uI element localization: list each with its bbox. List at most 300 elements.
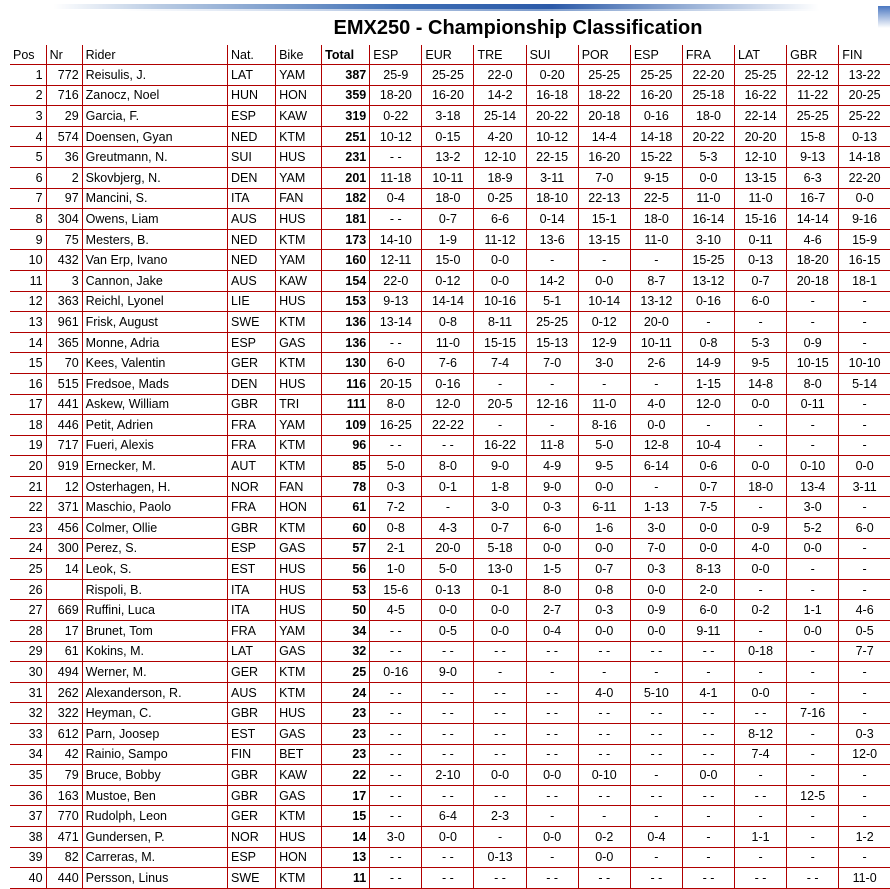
race-result-cell: 0-20 <box>526 65 578 86</box>
column-header: Rider <box>82 45 227 65</box>
race-result-cell: - - <box>682 724 734 745</box>
race-result-cell: 8-12 <box>735 724 787 745</box>
race-result-cell: 0-16 <box>682 291 734 312</box>
number-cell: 446 <box>46 415 82 436</box>
race-result-cell: 3-0 <box>787 497 839 518</box>
race-result-cell: - <box>630 250 682 271</box>
bike-cell: KTM <box>276 662 322 683</box>
race-result-cell: - <box>474 662 526 683</box>
bike-cell: KTM <box>276 806 322 827</box>
rider-cell: Mustoe, Ben <box>82 785 227 806</box>
race-result-cell: 0-3 <box>578 600 630 621</box>
rider-cell: Osterhagen, H. <box>82 476 227 497</box>
rider-cell: Alexanderson, R. <box>82 682 227 703</box>
total-points-cell: 60 <box>322 518 370 539</box>
table-row <box>10 703 890 724</box>
race-result-cell: 0-9 <box>787 332 839 353</box>
number-cell: 97 <box>46 188 82 209</box>
number-cell: 456 <box>46 518 82 539</box>
rider-cell: Mancini, S. <box>82 188 227 209</box>
race-result-cell: - <box>839 703 890 724</box>
rider-cell: Garcia, F. <box>82 106 227 127</box>
race-result-cell: - - <box>370 785 422 806</box>
race-result-cell: 0-12 <box>422 270 474 291</box>
total-points-cell: 34 <box>322 621 370 642</box>
table-row <box>10 847 890 868</box>
race-result-cell: 8-7 <box>630 270 682 291</box>
race-result-cell: - - <box>682 703 734 724</box>
race-result-cell: - - <box>370 641 422 662</box>
nationality-cell: LAT <box>227 65 275 86</box>
race-result-cell: 2-0 <box>682 579 734 600</box>
table-row <box>10 806 890 827</box>
rider-cell: Owens, Liam <box>82 209 227 230</box>
race-result-cell: 5-3 <box>735 332 787 353</box>
race-result-cell: 4-0 <box>735 538 787 559</box>
number-cell: 82 <box>46 847 82 868</box>
column-header: POR <box>578 45 630 65</box>
table-row <box>10 250 890 271</box>
race-result-cell: - - <box>630 868 682 889</box>
race-result-cell: 0-4 <box>370 188 422 209</box>
race-result-cell: - - <box>370 621 422 642</box>
rider-cell: Fredsoe, Mads <box>82 373 227 394</box>
race-result-cell: 12-0 <box>839 744 890 765</box>
race-result-cell: 7-0 <box>578 167 630 188</box>
rider-cell: Kees, Valentin <box>82 353 227 374</box>
position-cell: 19 <box>10 435 46 456</box>
race-result-cell: 25-25 <box>630 65 682 86</box>
nationality-cell: EST <box>227 724 275 745</box>
position-cell: 4 <box>10 126 46 147</box>
rider-cell: Zanocz, Noel <box>82 85 227 106</box>
race-result-cell: - - <box>474 724 526 745</box>
table-row <box>10 415 890 436</box>
race-result-cell: - - <box>787 868 839 889</box>
race-result-cell: 8-11 <box>474 312 526 333</box>
number-cell: 770 <box>46 806 82 827</box>
position-cell: 26 <box>10 579 46 600</box>
race-result-cell: 7-6 <box>422 353 474 374</box>
race-result-cell: 18-1 <box>839 270 890 291</box>
race-result-cell: 0-0 <box>630 415 682 436</box>
position-cell: 22 <box>10 497 46 518</box>
nationality-cell: NED <box>227 126 275 147</box>
race-result-cell: - <box>839 765 890 786</box>
race-result-cell: - - <box>370 744 422 765</box>
race-result-cell: 0-0 <box>787 538 839 559</box>
position-cell: 16 <box>10 373 46 394</box>
table-row <box>10 312 890 333</box>
race-result-cell: 0-15 <box>422 126 474 147</box>
number-cell: 163 <box>46 785 82 806</box>
number-cell <box>46 579 82 600</box>
number-cell: 494 <box>46 662 82 683</box>
race-result-cell: 2-7 <box>526 600 578 621</box>
race-result-cell: 5-0 <box>370 456 422 477</box>
race-result-cell: - <box>839 332 890 353</box>
race-result-cell: 16-18 <box>526 85 578 106</box>
position-cell: 27 <box>10 600 46 621</box>
rider-cell: Carreras, M. <box>82 847 227 868</box>
rider-cell: Reisulis, J. <box>82 65 227 86</box>
race-result-cell: - - <box>370 435 422 456</box>
table-row <box>10 85 890 106</box>
bike-cell: YAM <box>276 415 322 436</box>
nationality-cell: LAT <box>227 641 275 662</box>
race-result-cell: - <box>839 662 890 683</box>
position-cell: 21 <box>10 476 46 497</box>
race-result-cell: - <box>735 847 787 868</box>
race-result-cell: - <box>787 291 839 312</box>
total-points-cell: 25 <box>322 662 370 683</box>
race-result-cell: 6-0 <box>735 291 787 312</box>
total-points-cell: 23 <box>322 703 370 724</box>
race-result-cell: 16-22 <box>474 435 526 456</box>
race-result-cell: - <box>578 662 630 683</box>
race-result-cell: 0-16 <box>630 106 682 127</box>
race-result-cell: - - <box>578 641 630 662</box>
race-result-cell: - - <box>526 868 578 889</box>
race-result-cell: 0-0 <box>474 270 526 291</box>
race-result-cell: 0-0 <box>630 579 682 600</box>
bike-cell: HUS <box>276 147 322 168</box>
race-result-cell: - - <box>474 868 526 889</box>
race-result-cell: - <box>839 806 890 827</box>
race-result-cell: 5-0 <box>578 435 630 456</box>
total-points-cell: 15 <box>322 806 370 827</box>
rider-cell: Van Erp, Ivano <box>82 250 227 271</box>
table-row <box>10 209 890 230</box>
table-row <box>10 662 890 683</box>
race-result-cell: - - <box>630 785 682 806</box>
column-header: FIN <box>839 45 890 65</box>
number-cell: 12 <box>46 476 82 497</box>
position-cell: 7 <box>10 188 46 209</box>
total-points-cell: 24 <box>322 682 370 703</box>
table-row <box>10 724 890 745</box>
total-points-cell: 53 <box>322 579 370 600</box>
nationality-cell: NOR <box>227 826 275 847</box>
total-points-cell: 130 <box>322 353 370 374</box>
race-result-cell: - <box>787 765 839 786</box>
race-result-cell: - <box>682 662 734 683</box>
number-cell: 432 <box>46 250 82 271</box>
number-cell: 441 <box>46 394 82 415</box>
race-result-cell: - <box>422 497 474 518</box>
table-row <box>10 785 890 806</box>
bike-cell: HON <box>276 497 322 518</box>
bike-cell: GAS <box>276 332 322 353</box>
race-result-cell: - <box>839 435 890 456</box>
race-result-cell: 0-2 <box>735 600 787 621</box>
race-result-cell: 0-16 <box>422 373 474 394</box>
nationality-cell: HUN <box>227 85 275 106</box>
race-result-cell: - <box>474 373 526 394</box>
bike-cell: HUS <box>276 826 322 847</box>
number-cell: 2 <box>46 167 82 188</box>
race-result-cell: 1-1 <box>735 826 787 847</box>
race-result-cell: 20-0 <box>422 538 474 559</box>
race-result-cell: - - <box>578 785 630 806</box>
race-result-cell: - <box>839 785 890 806</box>
race-result-cell: 0-0 <box>682 765 734 786</box>
race-result-cell: 0-0 <box>578 538 630 559</box>
bike-cell: KAW <box>276 106 322 127</box>
bike-cell: BET <box>276 744 322 765</box>
race-result-cell: 25-9 <box>370 65 422 86</box>
nationality-cell: GBR <box>227 394 275 415</box>
race-result-cell: - <box>735 579 787 600</box>
race-result-cell: 3-10 <box>682 229 734 250</box>
table-row <box>10 65 890 86</box>
bike-cell: HUS <box>276 209 322 230</box>
race-result-cell: 0-3 <box>370 476 422 497</box>
race-result-cell: 0-0 <box>735 394 787 415</box>
race-result-cell: 4-6 <box>787 229 839 250</box>
nationality-cell: GBR <box>227 765 275 786</box>
position-cell: 13 <box>10 312 46 333</box>
rider-cell: Monne, Adria <box>82 332 227 353</box>
nationality-cell: GBR <box>227 703 275 724</box>
race-result-cell: 9-0 <box>422 662 474 683</box>
race-result-cell: 0-14 <box>526 209 578 230</box>
position-cell: 3 <box>10 106 46 127</box>
race-result-cell: 0-5 <box>839 621 890 642</box>
rider-cell: Ernecker, M. <box>82 456 227 477</box>
race-result-cell: 3-18 <box>422 106 474 127</box>
nationality-cell: ESP <box>227 332 275 353</box>
race-result-cell: - - <box>526 682 578 703</box>
total-points-cell: 136 <box>322 332 370 353</box>
number-cell: 716 <box>46 85 82 106</box>
bike-cell: HON <box>276 847 322 868</box>
race-result-cell: - - <box>422 868 474 889</box>
race-result-cell: 0-0 <box>578 847 630 868</box>
position-cell: 31 <box>10 682 46 703</box>
race-result-cell: 0-0 <box>682 167 734 188</box>
number-cell: 79 <box>46 765 82 786</box>
total-points-cell: 22 <box>322 765 370 786</box>
nationality-cell: ESP <box>227 106 275 127</box>
position-cell: 36 <box>10 785 46 806</box>
race-result-cell: - <box>526 415 578 436</box>
rider-cell: Heyman, C. <box>82 703 227 724</box>
race-result-cell: - - <box>630 641 682 662</box>
total-points-cell: 153 <box>322 291 370 312</box>
bike-cell: KTM <box>276 435 322 456</box>
race-result-cell: 4-5 <box>370 600 422 621</box>
race-result-cell: - - <box>578 868 630 889</box>
race-result-cell: 1-5 <box>526 559 578 580</box>
race-result-cell: 0-7 <box>578 559 630 580</box>
race-result-cell: - <box>630 765 682 786</box>
race-result-cell: - - <box>474 785 526 806</box>
race-result-cell: 22-12 <box>787 65 839 86</box>
race-result-cell: 0-3 <box>526 497 578 518</box>
nationality-cell: GER <box>227 353 275 374</box>
race-result-cell: 22-0 <box>474 65 526 86</box>
race-result-cell: 6-6 <box>474 209 526 230</box>
race-result-cell: - - <box>422 703 474 724</box>
total-points-cell: 13 <box>322 847 370 868</box>
race-result-cell: - <box>787 744 839 765</box>
table-row <box>10 579 890 600</box>
rider-cell: Parn, Joosep <box>82 724 227 745</box>
race-result-cell: 18-9 <box>474 167 526 188</box>
number-cell: 70 <box>46 353 82 374</box>
table-row <box>10 641 890 662</box>
number-cell: 363 <box>46 291 82 312</box>
position-cell: 24 <box>10 538 46 559</box>
race-result-cell: 0-5 <box>422 621 474 642</box>
race-result-cell: 14-9 <box>682 353 734 374</box>
table-row <box>10 765 890 786</box>
race-result-cell: - <box>839 847 890 868</box>
race-result-cell: 8-16 <box>578 415 630 436</box>
race-result-cell: 9-16 <box>839 209 890 230</box>
race-result-cell: 0-0 <box>578 270 630 291</box>
race-result-cell: 9-5 <box>735 353 787 374</box>
number-cell: 919 <box>46 456 82 477</box>
table-row <box>10 270 890 291</box>
race-result-cell: 14-18 <box>630 126 682 147</box>
race-result-cell: 0-16 <box>370 662 422 683</box>
race-result-cell: 0-9 <box>630 600 682 621</box>
position-cell: 38 <box>10 826 46 847</box>
race-result-cell: - <box>787 847 839 868</box>
race-result-cell: - <box>578 373 630 394</box>
nationality-cell: FRA <box>227 621 275 642</box>
race-result-cell: 4-9 <box>526 456 578 477</box>
race-result-cell: 0-13 <box>474 847 526 868</box>
race-result-cell: 20-20 <box>735 126 787 147</box>
race-result-cell: - <box>630 662 682 683</box>
race-result-cell: 7-0 <box>526 353 578 374</box>
race-result-cell: 20-22 <box>526 106 578 127</box>
race-result-cell: - - <box>370 868 422 889</box>
race-result-cell: 9-13 <box>787 147 839 168</box>
total-points-cell: 231 <box>322 147 370 168</box>
race-result-cell: 0-0 <box>839 188 890 209</box>
race-result-cell: 20-0 <box>630 312 682 333</box>
race-result-cell: - <box>839 497 890 518</box>
race-result-cell: - - <box>370 332 422 353</box>
race-result-cell: 0-0 <box>474 765 526 786</box>
position-cell: 40 <box>10 868 46 889</box>
race-result-cell: 12-9 <box>578 332 630 353</box>
nationality-cell: AUS <box>227 682 275 703</box>
race-result-cell: - <box>474 415 526 436</box>
race-result-cell: - <box>578 806 630 827</box>
race-result-cell: 18-20 <box>370 85 422 106</box>
nationality-cell: GER <box>227 806 275 827</box>
race-result-cell: - - <box>526 744 578 765</box>
bike-cell: FAN <box>276 188 322 209</box>
bike-cell: GAS <box>276 641 322 662</box>
column-header: Bike <box>276 45 322 65</box>
nationality-cell: SWE <box>227 312 275 333</box>
race-result-cell: 0-0 <box>682 538 734 559</box>
table-row <box>10 826 890 847</box>
race-result-cell: 16-22 <box>735 85 787 106</box>
race-result-cell: 0-18 <box>735 641 787 662</box>
nationality-cell: AUT <box>227 456 275 477</box>
race-result-cell: - <box>787 579 839 600</box>
race-result-cell: 6-0 <box>839 518 890 539</box>
column-header: ESP <box>630 45 682 65</box>
race-result-cell: 0-0 <box>735 456 787 477</box>
number-cell: 371 <box>46 497 82 518</box>
position-cell: 18 <box>10 415 46 436</box>
race-result-cell: - <box>735 435 787 456</box>
race-result-cell: 5-3 <box>682 147 734 168</box>
race-result-cell: 5-14 <box>839 373 890 394</box>
nationality-cell: SUI <box>227 147 275 168</box>
column-header: Nat. <box>227 45 275 65</box>
race-result-cell: - - <box>682 641 734 662</box>
race-result-cell: 0-7 <box>735 270 787 291</box>
race-result-cell: 15-6 <box>370 579 422 600</box>
race-result-cell: 6-0 <box>526 518 578 539</box>
race-result-cell: - - <box>682 744 734 765</box>
column-header: ESP <box>370 45 422 65</box>
race-result-cell: - <box>787 641 839 662</box>
race-result-cell: - <box>839 312 890 333</box>
number-cell: 440 <box>46 868 82 889</box>
race-result-cell: 0-13 <box>422 579 474 600</box>
race-result-cell: 11-0 <box>682 188 734 209</box>
total-points-cell: 182 <box>322 188 370 209</box>
position-cell: 10 <box>10 250 46 271</box>
race-result-cell: 8-0 <box>370 394 422 415</box>
position-cell: 20 <box>10 456 46 477</box>
rider-cell: Leok, S. <box>82 559 227 580</box>
total-points-cell: 136 <box>322 312 370 333</box>
race-result-cell: 20-18 <box>787 270 839 291</box>
race-result-cell: 0-4 <box>630 826 682 847</box>
table-row <box>10 538 890 559</box>
bike-cell: YAM <box>276 250 322 271</box>
race-result-cell: 6-3 <box>787 167 839 188</box>
number-cell: 75 <box>46 229 82 250</box>
total-points-cell: 85 <box>322 456 370 477</box>
race-result-cell: - - <box>735 703 787 724</box>
position-cell: 39 <box>10 847 46 868</box>
race-result-cell: 25-22 <box>839 106 890 127</box>
race-result-cell: 9-0 <box>474 456 526 477</box>
total-points-cell: 56 <box>322 559 370 580</box>
race-result-cell: - - <box>630 744 682 765</box>
race-result-cell: - - <box>422 744 474 765</box>
race-result-cell: 13-6 <box>526 229 578 250</box>
total-points-cell: 14 <box>322 826 370 847</box>
race-result-cell: - - <box>370 806 422 827</box>
number-cell: 612 <box>46 724 82 745</box>
race-result-cell: - - <box>578 724 630 745</box>
race-result-cell: 0-4 <box>526 621 578 642</box>
race-result-cell: 0-0 <box>578 621 630 642</box>
rider-cell: Kokins, M. <box>82 641 227 662</box>
position-cell: 37 <box>10 806 46 827</box>
race-result-cell: - - <box>682 785 734 806</box>
rider-cell: Reichl, Lyonel <box>82 291 227 312</box>
race-result-cell: 10-11 <box>422 167 474 188</box>
race-result-cell: 0-0 <box>682 518 734 539</box>
race-result-cell: - - <box>474 641 526 662</box>
race-result-cell: - <box>839 559 890 580</box>
bike-cell: YAM <box>276 167 322 188</box>
